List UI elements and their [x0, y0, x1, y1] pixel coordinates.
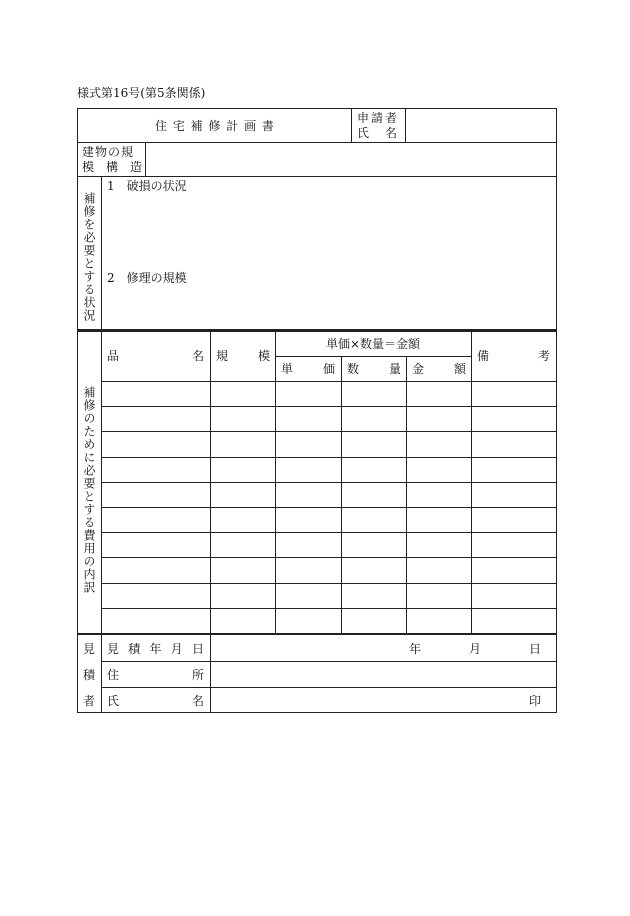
damage-status-label: 1 破損の状況: [107, 179, 187, 193]
page-title: 住 宅 補 修 計 画 書: [155, 119, 275, 133]
address-field[interactable]: [212, 663, 555, 686]
applicant-name-label: 氏 名: [357, 126, 400, 140]
header-quantity: 数 量: [347, 362, 401, 376]
header-unit-price: 単 価: [281, 362, 335, 376]
building-label: 建物の規: [82, 145, 135, 159]
estimator-name-field[interactable]: [212, 689, 555, 711]
structure-label: 模 構 造: [82, 160, 143, 174]
repair-need-section: [77, 176, 557, 330]
estimator-side-char: 者: [83, 694, 96, 708]
form-number: 様式第16号(第5条関係): [77, 86, 206, 100]
cost-breakdown-label: 補修のために必要とする費用の内訳: [82, 386, 96, 594]
day-unit: 日: [529, 642, 542, 656]
table-row[interactable]: [102, 609, 556, 633]
repair-scale-label: 2 修理の規模: [107, 271, 187, 285]
header-amount: 金 額: [412, 362, 466, 376]
address-label: 住 所: [107, 668, 204, 682]
year-unit: 年: [409, 642, 422, 656]
table-row[interactable]: [102, 584, 556, 608]
header-item-name: 品 名: [107, 349, 204, 363]
table-row[interactable]: [102, 432, 556, 457]
applicant-label: 申請者: [357, 111, 400, 125]
estimator-side-char: 積: [83, 668, 96, 682]
table-row[interactable]: [102, 382, 556, 406]
table-row[interactable]: [102, 508, 556, 532]
header-remarks: 備 考: [477, 349, 550, 363]
table-row[interactable]: [102, 558, 556, 583]
estimator-side-char: 見: [83, 642, 96, 656]
seal-mark: 印: [529, 694, 542, 708]
name-label: 氏 名: [107, 694, 204, 708]
header-formula: 単価×数量＝金額: [325, 337, 421, 351]
table-row[interactable]: [102, 533, 556, 557]
estimate-date-field[interactable]: [212, 636, 555, 660]
table-row[interactable]: [102, 458, 556, 482]
header-scale: 規 模: [216, 349, 270, 363]
repair-need-label: 補修を必要とする状況: [82, 192, 96, 322]
estimate-date-label: 見 積 年 月 日: [107, 642, 204, 656]
applicant-name-field[interactable]: [408, 110, 554, 140]
building-structure-field[interactable]: [148, 144, 554, 175]
table-row[interactable]: [102, 483, 556, 507]
month-unit: 月: [469, 642, 482, 656]
table-row[interactable]: [102, 407, 556, 431]
